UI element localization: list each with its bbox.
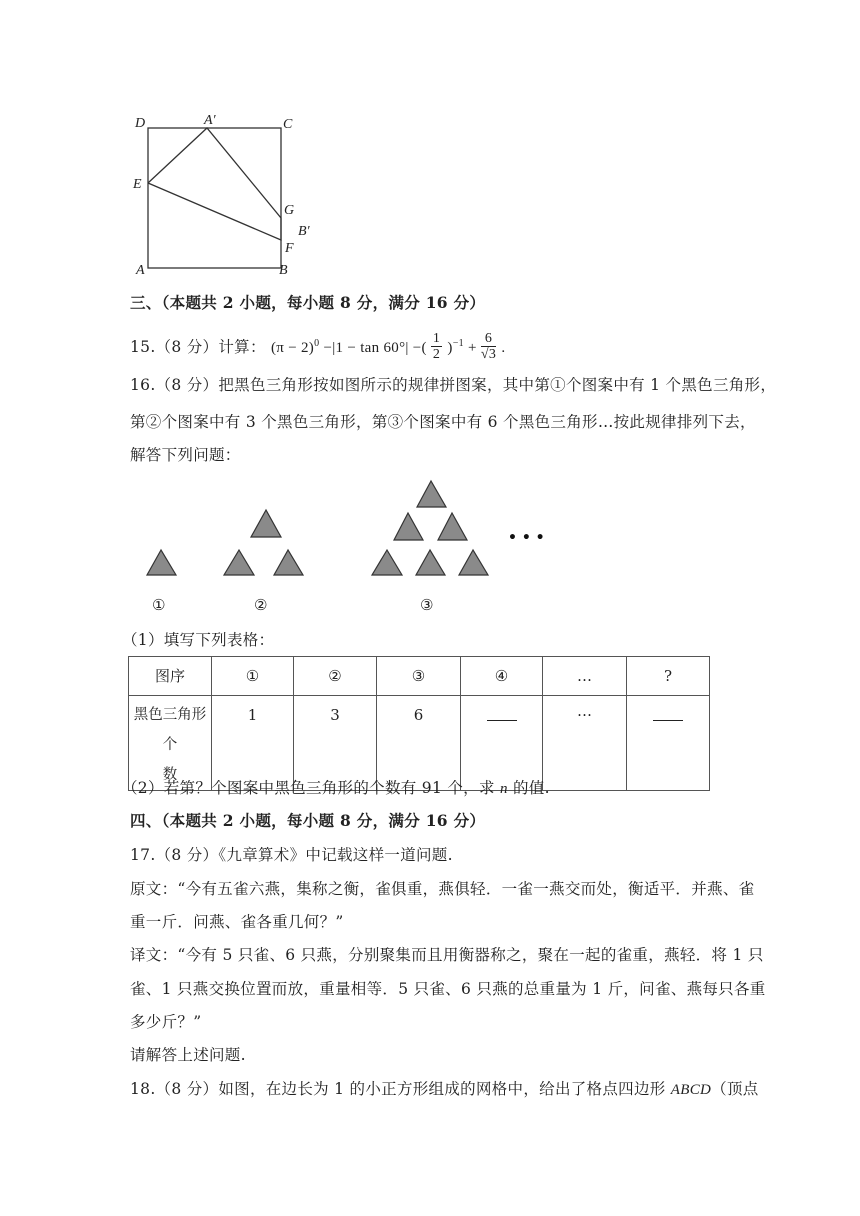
label-e: E	[133, 177, 142, 192]
table-header-cell: ①	[212, 657, 294, 696]
label-f: F	[285, 241, 294, 256]
row-label-line2: 数	[162, 767, 178, 783]
q17-line7: 请解答上述问题.	[130, 1046, 246, 1064]
q16-line3: 解答下列问题：	[130, 446, 241, 464]
label-d: D	[135, 116, 146, 131]
q15-frac-num: 1	[432, 331, 441, 346]
q16-line2: 第②个图案中有 3 个黑色三角形，第③个图案中有 6 个黑色三角形…按此规律排列下去，	[130, 413, 756, 431]
q15-end: .	[501, 339, 506, 356]
section3-heading: 三、（本题共 2 小题，每小题 8 分，满分 16 分）	[130, 293, 486, 312]
pattern3-triangle-mid-right	[438, 513, 467, 540]
label-c: C	[283, 117, 293, 132]
table-header-cell: 图序	[129, 657, 212, 696]
q15-prefix: 15.（8 分）计算：	[130, 337, 266, 356]
pattern3-triangle-top	[417, 481, 446, 507]
pattern3-label: ③	[420, 596, 434, 614]
q16-sub1: （1）填写下列表格：	[122, 631, 275, 649]
label-a-prime: A′	[204, 113, 216, 128]
q15-frac2-den: √3	[480, 347, 497, 362]
pattern3-triangle-bot-left	[372, 550, 402, 575]
table-blank-cell[interactable]	[627, 696, 710, 791]
section4-heading: 四、（本题共 2 小题，每小题 8 分，满分 16 分）	[130, 811, 486, 830]
pattern-ellipsis: • • •	[508, 530, 545, 546]
q15-expr-b: −|1 − tan 60°| −(	[323, 339, 427, 356]
pattern3-triangle-bot-mid	[416, 550, 445, 575]
label-g: G	[284, 203, 295, 218]
label-b-prime: B′	[298, 224, 310, 239]
answer-blank[interactable]	[653, 706, 683, 721]
table-value-cell: 1	[212, 696, 294, 791]
table-header-cell: …	[543, 657, 627, 696]
table-header-cell: ③	[377, 657, 461, 696]
pattern2-triangle-top	[251, 510, 281, 537]
pattern3-triangle-mid-left	[394, 513, 423, 540]
pattern2-triangle-left	[224, 550, 254, 575]
q17-line6: 多少斤？”	[130, 1013, 202, 1031]
q18-line1: 18.（8 分）如图，在边长为 1 的小正方形组成的网格中，给出了格点四边形 ABCD（顶点	[130, 1080, 759, 1098]
pattern1-triangle	[147, 550, 176, 575]
table-value-cell: 6	[377, 696, 461, 791]
q16-line1: 16.（8 分）把黑色三角形按如图所示的规律拼图案，其中第①个图案中有 1 个黑色三角形，	[130, 376, 777, 394]
table-value-cell: 3	[294, 696, 377, 791]
pattern2-triangle-right	[274, 550, 303, 575]
triangle-pattern-figure	[130, 474, 570, 619]
q17-line4: 译文：“今有 5 只雀、6 只燕，分别聚集而且用衡器称之，聚在一起的雀重，燕轻．将 1 只	[130, 946, 764, 964]
q15-expr-c: )	[447, 339, 453, 356]
q16-table	[128, 656, 710, 791]
q17-line1: 17.（8 分）《九章算术》中记载这样一道问题.	[130, 846, 453, 864]
table-header-cell: ?	[627, 657, 710, 696]
answer-blank[interactable]	[487, 706, 517, 721]
q17-line5: 雀、1 只燕交换位置而放，重量相等．5 只雀、6 只燕的总重量为 1 斤，问雀、燕每只各重	[130, 980, 766, 998]
table-header-cell: ④	[461, 657, 543, 696]
q16-sub2: （2）若第？个图案中黑色三角形的个数有 91 个，求 n 的值.	[122, 779, 550, 797]
table-header-cell: ②	[294, 657, 377, 696]
q15-expr-a: (π − 2)	[270, 339, 315, 356]
label-b: B	[279, 263, 288, 278]
square-abcd	[148, 128, 281, 268]
pattern3-triangle-bot-right	[459, 550, 488, 575]
q15-frac-den: 2	[432, 347, 441, 362]
fold-polygon	[148, 128, 281, 240]
q15-frac2-num: 6	[481, 331, 496, 347]
pattern2-label: ②	[254, 596, 268, 614]
q15-exp0: 0	[314, 337, 320, 349]
q15-exp-neg1: −1	[452, 337, 464, 349]
pattern1-label: ①	[152, 596, 166, 614]
row-label-line1: 黑色三角形个	[133, 707, 207, 753]
q17-line2: 原文：“今有五雀六燕，集称之衡，雀俱重，燕俱轻．一雀一燕交而处，衡适平．并燕、雀	[130, 880, 755, 898]
label-a: A	[136, 263, 145, 278]
folded-square-figure	[128, 108, 328, 280]
q17-line3: 重一斤．问燕、雀各重几何？”	[130, 913, 344, 931]
q15-line	[130, 325, 505, 365]
table-value-cell: …	[543, 696, 627, 791]
q15-plus: +	[468, 339, 477, 356]
